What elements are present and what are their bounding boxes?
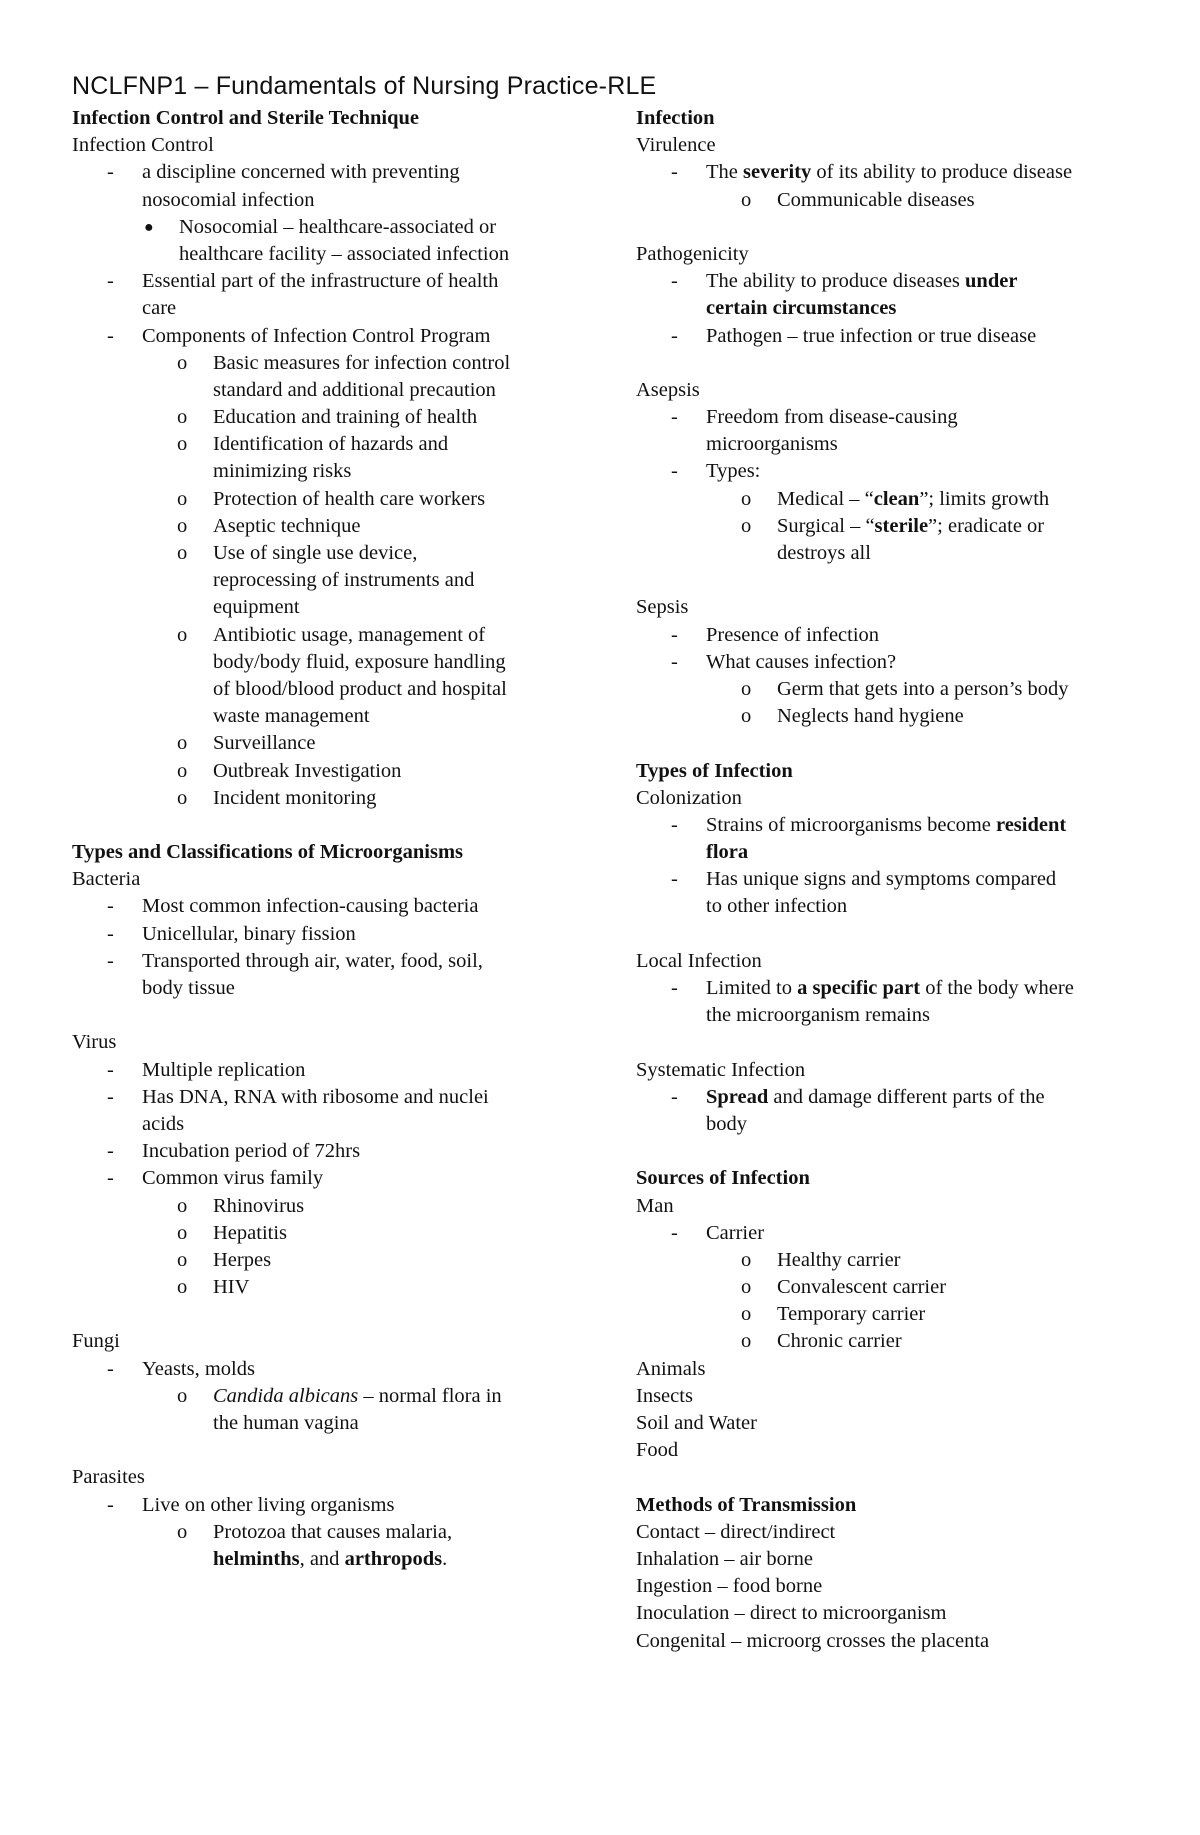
- text-run: Aseptic technique: [213, 514, 361, 537]
- topic-line: [72, 1029, 612, 1056]
- text-run: Inhalation – air borne: [636, 1547, 814, 1570]
- circle-bullet-icon: o: [177, 1221, 188, 1244]
- dash-marker: -: [671, 977, 678, 999]
- dash-marker: -: [671, 406, 678, 429]
- text-run: Multiple replication: [142, 1058, 306, 1081]
- circle-bullet-icon: o: [741, 677, 752, 700]
- text-run: equipment: [213, 596, 300, 619]
- text-run: Ingestion – food borne: [636, 1575, 823, 1598]
- list-item: [636, 404, 1156, 431]
- text-run: Has DNA, RNA with ribosome and nuclei: [142, 1085, 489, 1108]
- list-item: [72, 323, 612, 350]
- text-run: Essential part of the infrastructure of health: [142, 270, 499, 293]
- bold-text: sterile: [874, 514, 929, 537]
- list-item: [636, 1301, 1156, 1328]
- circle-bullet-icon: o: [741, 1248, 752, 1271]
- dash-marker: -: [107, 1493, 114, 1516]
- dash-marker: -: [671, 270, 678, 293]
- text-run: Antibiotic usage, management of: [213, 623, 486, 646]
- text-run: a discipline concerned with preventing: [142, 161, 460, 184]
- section-heading: [636, 758, 1156, 785]
- bold-text: Infection: [636, 107, 715, 129]
- circle-bullet-icon: o: [741, 1330, 752, 1353]
- topic-line: [636, 377, 1156, 404]
- topic-line: [72, 1464, 612, 1491]
- text-run: reprocessing of instruments and: [213, 569, 475, 592]
- list-item: [636, 866, 1156, 893]
- text-run: Basic measures for infection control: [213, 351, 511, 374]
- topic-line: [636, 1057, 1156, 1084]
- text-run: of the body where: [920, 977, 1074, 999]
- text-run: Hepatitis: [213, 1221, 288, 1244]
- text-run: Asepsis: [636, 378, 700, 401]
- list-item-continuation: [636, 1111, 1156, 1138]
- list-item: [72, 1193, 612, 1220]
- list-item: [72, 540, 612, 567]
- spacer: [72, 1002, 612, 1029]
- list-item: [72, 1057, 612, 1084]
- text-run: Unicellular, binary fission: [142, 922, 356, 945]
- dash-marker: -: [107, 1167, 114, 1190]
- list-item: [636, 1328, 1156, 1355]
- dash-marker: -: [107, 1085, 114, 1108]
- text-run: Components of Infection Control Program: [142, 324, 491, 347]
- list-item: [636, 187, 1156, 214]
- text-run: Nosocomial – healthcare-associated or: [179, 215, 497, 238]
- text-run: Soil and Water: [636, 1412, 757, 1434]
- text-run: Neglects hand hygiene: [777, 705, 964, 728]
- list-item-continuation: [636, 540, 1156, 567]
- text-run: Virus: [72, 1031, 117, 1054]
- list-item-continuation: [72, 1546, 612, 1573]
- list-item: [636, 1274, 1156, 1301]
- dash-marker: -: [671, 623, 678, 646]
- text-run: body tissue: [142, 977, 235, 999]
- bold-text: under: [965, 270, 1018, 293]
- section-heading: [636, 1492, 1156, 1519]
- text-run: Germ that gets into a person’s body: [777, 677, 1069, 700]
- text-run: Freedom from disease-causing: [706, 406, 958, 429]
- text-run: care: [142, 297, 177, 320]
- topic-line: [636, 1573, 1156, 1600]
- dash-marker: -: [107, 922, 114, 945]
- spacer: [72, 812, 612, 839]
- topic-line: [636, 948, 1156, 975]
- list-item: [72, 1138, 612, 1165]
- text-run: Communicable diseases: [777, 188, 975, 211]
- topic-line: [636, 1356, 1156, 1383]
- list-item: [72, 1356, 612, 1383]
- bold-text: flora: [706, 841, 749, 864]
- circle-bullet-icon: o: [177, 542, 188, 564]
- dash-marker: -: [107, 895, 114, 918]
- spacer: [72, 1437, 612, 1464]
- text-run: Healthy carrier: [777, 1248, 901, 1271]
- text-run: Contact – direct/indirect: [636, 1520, 836, 1543]
- text-run: body/body fluid, exposure handling: [213, 650, 506, 673]
- bold-text: Sources of Infection: [636, 1167, 810, 1190]
- circle-bullet-icon: o: [177, 433, 188, 456]
- list-item: [636, 268, 1156, 295]
- circle-bullet-icon: o: [177, 759, 188, 782]
- text-run: Types:: [706, 460, 761, 483]
- list-item: [72, 1220, 612, 1247]
- list-item: [72, 1519, 612, 1546]
- list-item-continuation: [72, 703, 612, 730]
- text-run: of blood/blood product and hospital: [213, 677, 507, 700]
- list-item: [636, 676, 1156, 703]
- spacer: [636, 1464, 1156, 1491]
- text-run: waste management: [213, 705, 370, 728]
- section-heading: [72, 839, 612, 866]
- text-run: Convalescent carrier: [777, 1276, 947, 1299]
- spacer: [72, 1301, 612, 1328]
- spacer: [636, 214, 1156, 241]
- dash-marker: -: [107, 161, 114, 184]
- topic-line: [636, 1546, 1156, 1573]
- dash-marker: -: [671, 324, 678, 347]
- dash-marker: -: [107, 1357, 114, 1380]
- circle-bullet-icon: o: [741, 1303, 752, 1326]
- text-run: Live on other living organisms: [142, 1493, 395, 1516]
- list-item: [636, 812, 1156, 839]
- list-item: [72, 1084, 612, 1111]
- text-run: Common virus family: [142, 1167, 324, 1190]
- text-run: Chronic carrier: [777, 1330, 902, 1353]
- text-run: HIV: [213, 1276, 250, 1299]
- circle-bullet-icon: o: [177, 351, 188, 374]
- list-item-continuation: [72, 567, 612, 594]
- text-run: Local Infection: [636, 949, 762, 972]
- section-heading: [636, 105, 1156, 132]
- dash-marker: -: [107, 949, 114, 972]
- text-run: of its ability to produce disease: [811, 161, 1073, 184]
- text-run: Identification of hazards and: [213, 433, 449, 456]
- topic-line: [636, 1437, 1156, 1464]
- text-run: standard and additional precaution: [213, 378, 496, 401]
- circle-bullet-icon: o: [177, 732, 188, 755]
- list-item-continuation: [636, 295, 1156, 322]
- list-item: [636, 703, 1156, 730]
- list-item: [72, 214, 612, 241]
- list-item-continuation: [636, 1002, 1156, 1029]
- topic-line: [636, 1600, 1156, 1627]
- text-run: ”; limits growth: [919, 487, 1050, 510]
- list-item-continuation: [72, 377, 612, 404]
- text-run: The ability to produce diseases: [706, 270, 966, 293]
- bold-text: Types and Classifications of Microorganisms: [72, 841, 464, 864]
- list-item: [636, 486, 1156, 513]
- list-item: [72, 159, 612, 186]
- bold-text: severity: [743, 161, 812, 184]
- list-item: [636, 1084, 1156, 1111]
- text-run: Strains of microorganisms become: [706, 813, 996, 836]
- list-item: [636, 513, 1156, 540]
- dash-marker: -: [107, 324, 114, 347]
- text-run: ”; eradicate or: [928, 514, 1045, 537]
- list-item: [72, 350, 612, 377]
- text-run: Yeasts, molds: [142, 1357, 255, 1380]
- circle-bullet-icon: o: [177, 1384, 188, 1407]
- circle-bullet-icon: o: [177, 623, 188, 646]
- text-run: destroys all: [777, 542, 871, 564]
- dash-marker: -: [671, 161, 678, 184]
- bold-text: Methods of Transmission: [636, 1493, 857, 1516]
- text-run: Congenital – microorg crosses the placenta: [636, 1629, 990, 1652]
- text-run: Fungi: [72, 1330, 120, 1353]
- text-run: Surgical – “: [777, 514, 875, 537]
- text-run: Surveillance: [213, 732, 316, 755]
- spacer: [636, 1029, 1156, 1056]
- list-item-continuation: [72, 295, 612, 322]
- list-item: [72, 921, 612, 948]
- list-item: [72, 1383, 612, 1410]
- text-run: the human vagina: [213, 1412, 359, 1434]
- bold-text: Infection Control and Sterile Technique: [72, 107, 420, 129]
- list-item: [72, 268, 612, 295]
- list-item: [636, 622, 1156, 649]
- bold-text: a specific part: [797, 977, 921, 999]
- text-run: Sepsis: [636, 596, 689, 619]
- text-run: Incubation period of 72hrs: [142, 1140, 361, 1163]
- left-column: [72, 105, 612, 1573]
- topic-line: [636, 132, 1156, 159]
- text-run: Pathogen – true infection or true disease: [706, 324, 1037, 347]
- list-item-continuation: [72, 594, 612, 621]
- list-item-continuation: [72, 458, 612, 485]
- topic-line: [636, 1410, 1156, 1437]
- topic-line: [72, 866, 612, 893]
- list-item: [636, 975, 1156, 1002]
- list-item: [72, 730, 612, 757]
- list-item: [72, 1165, 612, 1192]
- section-heading: [72, 105, 612, 132]
- text-run: body: [706, 1112, 747, 1135]
- text-run: Insects: [636, 1384, 693, 1407]
- text-run: The: [706, 161, 743, 184]
- text-run: Limited to: [706, 977, 798, 999]
- text-run: , and: [299, 1547, 345, 1570]
- circle-bullet-icon: o: [741, 705, 752, 728]
- spacer: [636, 350, 1156, 377]
- list-item: [72, 1247, 612, 1274]
- topic-line: [636, 1628, 1156, 1655]
- text-run: Presence of infection: [706, 623, 880, 646]
- list-item: [636, 1220, 1156, 1247]
- list-item-continuation: [636, 431, 1156, 458]
- dash-marker: -: [107, 270, 114, 293]
- list-item: [72, 622, 612, 649]
- text-run: Animals: [636, 1357, 706, 1380]
- bold-text: Spread: [706, 1085, 769, 1108]
- dash-marker: -: [671, 813, 678, 836]
- text-run: Use of single use device,: [213, 542, 418, 564]
- text-run: Protozoa that causes malaria,: [213, 1520, 453, 1543]
- list-item-continuation: [72, 187, 612, 214]
- topic-line: [636, 785, 1156, 812]
- circle-bullet-icon: o: [177, 514, 188, 537]
- dash-marker: -: [671, 1085, 678, 1108]
- spacer: [636, 730, 1156, 757]
- topic-line: [72, 1328, 612, 1355]
- list-item: [636, 649, 1156, 676]
- circle-bullet-icon: o: [177, 1194, 188, 1217]
- circle-bullet-icon: o: [741, 487, 752, 510]
- text-run: microorganisms: [706, 433, 838, 456]
- list-item-continuation: [636, 839, 1156, 866]
- text-run: Has unique signs and symptoms compared: [706, 868, 1057, 891]
- text-run: Systematic Infection: [636, 1058, 806, 1081]
- text-run: .: [442, 1547, 448, 1570]
- list-item: [636, 1247, 1156, 1274]
- text-run: Food: [636, 1439, 679, 1462]
- list-item: [72, 404, 612, 431]
- text-run: acids: [142, 1112, 185, 1135]
- bold-text: Types of Infection: [636, 759, 793, 782]
- list-item-continuation: [72, 975, 612, 1002]
- circle-bullet-icon: o: [177, 406, 188, 429]
- list-item-continuation: [72, 676, 612, 703]
- dash-marker: -: [671, 868, 678, 891]
- dash-marker: -: [671, 650, 678, 673]
- list-item: [72, 1492, 612, 1519]
- text-run: Pathogenicity: [636, 242, 749, 265]
- text-run: Man: [636, 1194, 674, 1217]
- text-run: and damage different parts of the: [768, 1085, 1045, 1108]
- dash-marker: -: [107, 1058, 114, 1081]
- text-run: nosocomial infection: [142, 188, 315, 211]
- topic-line: [636, 1519, 1156, 1546]
- topic-line: [636, 1383, 1156, 1410]
- text-run: minimizing risks: [213, 460, 352, 483]
- bold-text: arthropods: [344, 1547, 443, 1570]
- bold-text: resident: [995, 813, 1067, 836]
- filled-bullet-icon: ●: [144, 218, 154, 236]
- bold-text: certain circumstances: [706, 297, 897, 320]
- list-item-continuation: [72, 649, 612, 676]
- list-item: [72, 785, 612, 812]
- list-item-continuation: [72, 1410, 612, 1437]
- topic-line: [636, 241, 1156, 268]
- list-item: [72, 893, 612, 920]
- circle-bullet-icon: o: [177, 1248, 188, 1271]
- text-run: the microorganism remains: [706, 1004, 930, 1027]
- text-run: Protection of health care workers: [213, 487, 486, 510]
- circle-bullet-icon: o: [177, 487, 188, 510]
- bold-text: helminths: [213, 1547, 300, 1570]
- list-item: [72, 758, 612, 785]
- text-run: Inoculation – direct to microorganism: [636, 1602, 947, 1625]
- text-run: Temporary carrier: [777, 1303, 926, 1326]
- text-run: Herpes: [213, 1248, 272, 1271]
- text-run: Rhinovirus: [213, 1194, 305, 1217]
- text-run: Education and training of health: [213, 406, 478, 429]
- list-item-continuation: [72, 241, 612, 268]
- text-run: – normal flora in: [358, 1384, 502, 1407]
- text-run: Most common infection-causing bacteria: [142, 895, 479, 918]
- circle-bullet-icon: o: [741, 514, 752, 537]
- document-title: NCLFNP1 – Fundamentals of Nursing Practice-RLE: [72, 72, 657, 100]
- list-item: [72, 486, 612, 513]
- spacer: [636, 567, 1156, 594]
- circle-bullet-icon: o: [177, 786, 188, 809]
- text-run: What causes infection?: [706, 650, 897, 673]
- topic-line: [636, 594, 1156, 621]
- topic-line: [72, 132, 612, 159]
- text-run: Infection Control: [72, 134, 214, 157]
- dash-marker: -: [671, 1221, 678, 1244]
- topic-line: [636, 1193, 1156, 1220]
- right-column: [636, 105, 1156, 1655]
- section-heading: [636, 1165, 1156, 1192]
- list-item: [72, 1274, 612, 1301]
- list-item: [636, 323, 1156, 350]
- list-item-continuation: [72, 1111, 612, 1138]
- list-item-continuation: [636, 893, 1156, 920]
- italic-text: Candida albicans: [213, 1384, 359, 1407]
- list-item: [636, 458, 1156, 485]
- bold-text: clean: [873, 487, 920, 510]
- text-run: to other infection: [706, 895, 848, 918]
- list-item: [72, 948, 612, 975]
- text-run: Outbreak Investigation: [213, 759, 402, 782]
- text-run: Incident monitoring: [213, 786, 377, 809]
- text-run: Carrier: [706, 1221, 765, 1244]
- list-item: [72, 431, 612, 458]
- circle-bullet-icon: o: [177, 1276, 188, 1299]
- circle-bullet-icon: o: [177, 1520, 188, 1543]
- list-item: [72, 513, 612, 540]
- dash-marker: -: [107, 1140, 114, 1163]
- dash-marker: -: [671, 460, 678, 483]
- text-run: Parasites: [72, 1466, 145, 1489]
- text-run: Bacteria: [72, 868, 141, 891]
- text-run: healthcare facility – associated infection: [179, 242, 510, 265]
- text-run: Colonization: [636, 786, 742, 809]
- text-run: Virulence: [636, 134, 716, 157]
- text-run: Medical – “: [777, 487, 874, 510]
- circle-bullet-icon: o: [741, 188, 752, 211]
- spacer: [636, 1138, 1156, 1165]
- list-item: [636, 159, 1156, 186]
- text-run: Transported through air, water, food, soil,: [142, 949, 483, 972]
- circle-bullet-icon: o: [741, 1276, 752, 1299]
- spacer: [636, 921, 1156, 948]
